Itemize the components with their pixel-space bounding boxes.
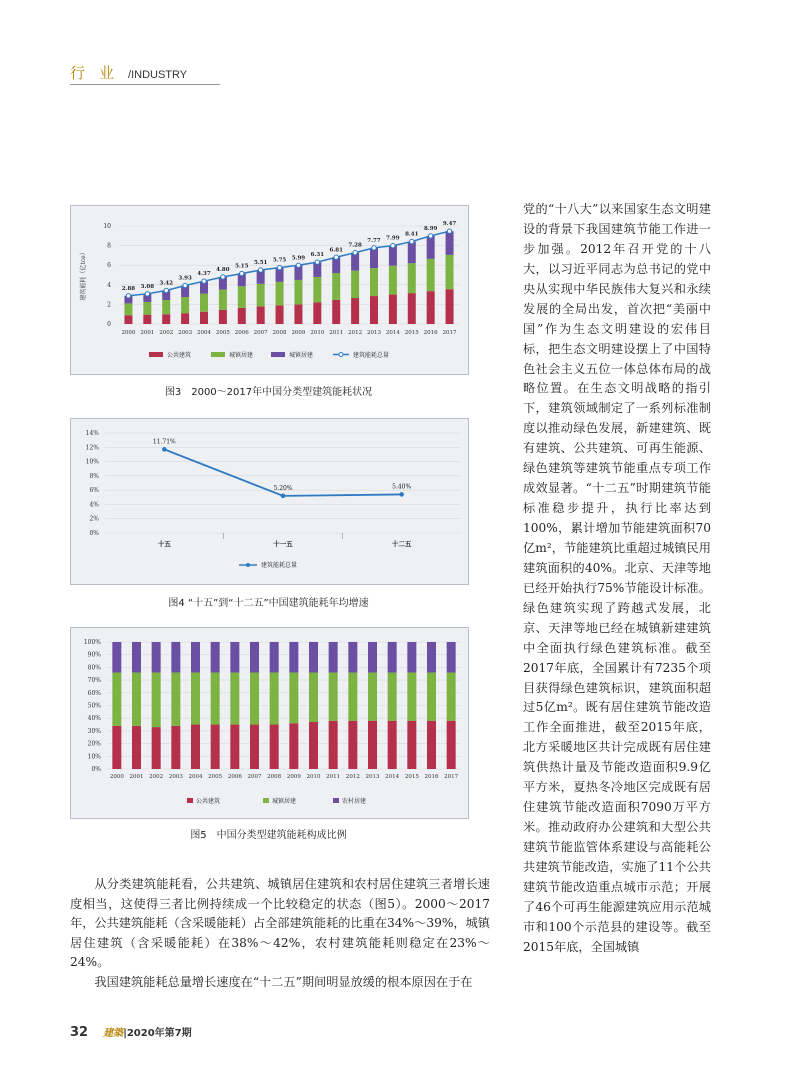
total-point	[410, 239, 414, 243]
bar-城镇居建	[238, 286, 246, 308]
bar-农村居建	[171, 642, 180, 672]
bar-城镇居建	[211, 672, 220, 724]
bar-公共建筑	[276, 305, 284, 324]
total-point	[202, 279, 206, 283]
bar-农村居建	[191, 642, 200, 672]
magazine-issue	[103, 1028, 191, 1039]
legend-label: 城镇居建	[272, 798, 297, 805]
legend-swatch	[333, 798, 339, 803]
bar-公共建筑	[388, 721, 397, 769]
total-data-label: 8.41	[405, 231, 419, 238]
bar-城镇居建	[388, 672, 397, 720]
total-data-label: 9.47	[442, 221, 457, 228]
x-tick-label: 2008	[267, 774, 282, 780]
bar-农村居建	[446, 231, 454, 255]
figure-5-panel	[70, 627, 469, 819]
y-tick-label: 50%	[87, 702, 101, 710]
total-point	[126, 294, 130, 298]
total-point	[240, 271, 244, 275]
bar-城镇居建	[257, 284, 265, 307]
legend-swatch	[149, 352, 163, 357]
total-point	[372, 246, 376, 250]
bar-城镇居建	[351, 271, 359, 298]
y-tick-label: 0%	[89, 530, 99, 537]
x-tick-label: 2008	[272, 330, 287, 336]
x-tick-label: 2017	[442, 330, 457, 336]
total-point	[258, 268, 262, 272]
page-footer	[70, 1021, 192, 1040]
bar-城镇居建	[181, 297, 189, 313]
total-data-label: 2.88	[121, 285, 136, 292]
section-title-cn: 行业	[70, 64, 129, 82]
growth-point	[162, 447, 167, 452]
bar-城镇居建	[112, 672, 121, 725]
legend-label: 公共建筑	[196, 798, 221, 805]
x-tick-label: 2002	[159, 330, 174, 336]
bar-公共建筑	[250, 725, 259, 769]
bar-城镇居建	[313, 277, 321, 302]
legend-swatch	[211, 352, 225, 357]
legend-marker	[339, 353, 343, 357]
bottom-text	[70, 875, 490, 992]
bar-公共建筑	[309, 722, 318, 769]
x-tick-label: 2012	[345, 774, 360, 780]
bar-农村居建	[250, 642, 259, 672]
figure-5-caption: 图5 中国分类型建筑能耗构成比例	[190, 830, 347, 841]
total-point	[277, 265, 281, 269]
bar-城镇居建	[447, 672, 456, 720]
total-data-label: 4.80	[216, 266, 230, 273]
bar-城镇居建	[427, 672, 436, 720]
y-axis-label: 建筑能耗（亿tce）	[80, 249, 87, 301]
bar-城镇居建	[219, 290, 227, 310]
bar-公共建筑	[112, 726, 121, 769]
section-separator: /	[128, 69, 132, 81]
x-tick-label: 十一五	[273, 540, 293, 548]
bar-城镇居建	[191, 672, 200, 724]
legend-label: 公共建筑	[167, 352, 192, 359]
total-point	[164, 288, 168, 292]
y-tick-label: 6	[107, 262, 111, 270]
bar-公共建筑	[332, 300, 340, 324]
bar-农村居建	[329, 642, 338, 672]
bar-公共建筑	[408, 293, 416, 324]
x-tick-label: 2004	[188, 774, 203, 780]
bar-农村居建	[368, 642, 377, 672]
bar-城镇居建	[270, 672, 279, 724]
bar-公共建筑	[270, 725, 279, 769]
bar-公共建筑	[427, 291, 435, 324]
bar-公共建筑	[289, 723, 298, 769]
total-point	[315, 260, 319, 264]
x-tick-label: 2001	[140, 330, 155, 336]
header-rule	[70, 84, 220, 85]
y-tick-label: 4%	[89, 501, 99, 509]
bottom-paragraph-2: 我国建筑能耗总量增长速度在“十二五”期间明显放缓的根本原因在于在	[94, 974, 473, 989]
x-tick-label: 2005	[208, 774, 223, 780]
bar-城镇居建	[230, 672, 239, 724]
x-tick-label: 十二五	[391, 540, 412, 548]
bar-农村居建	[152, 642, 161, 672]
y-tick-label: 40%	[87, 715, 101, 723]
x-tick-label: 2007	[247, 774, 262, 780]
y-tick-label: 6%	[89, 487, 99, 495]
x-tick-label: 2003	[168, 774, 183, 780]
bar-公共建筑	[446, 289, 454, 324]
bar-公共建筑	[447, 721, 456, 769]
x-tick-label: 2001	[129, 774, 144, 780]
x-tick-label: 2007	[253, 330, 268, 336]
bottom-paragraph-1: 从分类建筑能耗看，公共建筑、城镇居住建筑和农村居住建筑三者增长速度相当，这使得三者比例持续成一个比较稳定的状态（图5）。2000～2017年，公共建筑能耗（含采暖能耗）占全部建筑能耗的比重在34%～39%，城镇居住建筑（含采暖能耗）在38%～42%，农村建筑能耗则稳定在23%～24%。	[70, 877, 490, 969]
x-tick-label: 2011	[326, 774, 341, 780]
y-tick-label: 12%	[85, 444, 99, 452]
x-tick-label: 2015	[404, 774, 419, 780]
bar-城镇居建	[427, 259, 435, 291]
bar-农村居建	[408, 242, 416, 264]
total-data-label: 3.08	[140, 283, 155, 290]
bar-公共建筑	[238, 308, 246, 324]
y-tick-label: 14%	[85, 430, 99, 437]
total-point	[221, 275, 225, 279]
bar-城镇居建	[171, 672, 180, 725]
y-tick-label: 10%	[87, 753, 101, 761]
x-tick-label: 十五	[157, 540, 171, 548]
total-point	[183, 283, 187, 287]
bar-城镇居建	[407, 672, 416, 720]
legend-label: 城镇居建	[289, 352, 314, 359]
bar-公共建筑	[211, 725, 220, 769]
bar-公共建筑	[132, 726, 141, 769]
y-tick-label: 100%	[83, 639, 101, 646]
magazine-name: 建築	[103, 1028, 124, 1039]
legend-marker	[246, 563, 250, 567]
bar-农村居建	[211, 642, 220, 672]
total-point	[353, 250, 357, 254]
legend-label: 城镇居建	[229, 352, 254, 359]
bar-公共建筑	[171, 726, 180, 769]
bar-公共建筑	[368, 721, 377, 769]
x-tick-label: 2003	[178, 330, 193, 336]
bar-公共建筑	[427, 721, 436, 769]
bar-农村居建	[289, 642, 298, 672]
legend-label: 农村居建	[342, 798, 367, 805]
x-tick-label: 2010	[306, 774, 321, 780]
y-tick-label: 0	[107, 321, 111, 328]
y-tick-label: 4	[107, 281, 111, 289]
bar-公共建筑	[257, 306, 265, 324]
bar-城镇居建	[200, 294, 208, 312]
bar-城镇居建	[408, 263, 416, 293]
legend-swatch	[187, 798, 193, 803]
bar-城镇居建	[332, 273, 340, 300]
bar-城镇居建	[276, 282, 284, 306]
y-tick-label: 90%	[87, 651, 101, 659]
x-tick-label: 2004	[197, 330, 211, 336]
total-point	[391, 243, 395, 247]
x-tick-label: 2016	[424, 774, 439, 780]
total-data-label: 5.75	[272, 257, 287, 264]
right-column-paragraph: 党的“十八大”以来国家生态文明建设的背景下我国建筑节能工作进一步加强。2012年召开党的十八大，以习近平同志为总书记的党中央从实现中华民族伟大复兴和永续发展的全局出发，首次把“美丽中国”作为生态文明建设的宏伟目标，把生态文明建设摆上了中国特色社会主义五位一体总体布局的战略位置。在生态文明战略的指引下，建筑领域制定了一系列标准制度以推动绿色发展，新建建筑、既有建筑、公共建筑、可再生能源、绿色建筑等建筑节能重点专项工作成效显著。“十二五”时期建筑节能标准稳步提升，执行比率达到100%，累计增加节能建筑面积70亿m²，节能建筑比重超过城镇民用建筑面积的40%。北京、天津等地已经开始执行75%节能设计标准。绿色建筑实现了跨越式发展，北京、天津等地已经在城镇新建建筑中全面执行绿色建筑标准。截至2017年底，全国累计有7235个项目获得绿色建筑标识，建筑面积超过5亿m²。既有居住建筑节能改造工作全面推进，截至2015年底，北方采暖地区共计完成既有居住建筑供热计量及节能改造面积9.9亿平方米，夏热冬冷地区完成既有居住建筑节能改造面积7090万平方米。推动政府办公建筑和大型公共建筑节能监管体系建设与高能耗公共建筑节能改造，实施了11个公共建筑节能改造重点城市示范；开展了46个可再生能源建筑应用示范城市和100个示范县的建设等。截至2015年底，全国城镇	[523, 202, 711, 954]
bar-公共建筑	[162, 314, 170, 324]
y-tick-label: 80%	[87, 664, 101, 672]
bar-农村居建	[447, 642, 456, 672]
x-tick-label: 2009	[291, 330, 306, 336]
x-tick-label: 2016	[423, 330, 438, 336]
bar-城镇居建	[152, 672, 161, 727]
total-point	[334, 255, 338, 259]
total-data-label: 4.37	[197, 271, 211, 278]
legend-swatch	[271, 352, 285, 357]
figure-3-caption: 图3 2000～2017年中国分类型建筑能耗状况	[164, 387, 373, 398]
growth-point	[399, 492, 404, 497]
growth-point	[281, 494, 286, 499]
bar-公共建筑	[152, 727, 161, 769]
y-tick-label: 10	[103, 223, 111, 230]
x-tick-label: 2015	[404, 330, 419, 336]
figure-3-panel	[70, 205, 469, 375]
total-data-label: 7.28	[348, 242, 362, 249]
total-line	[128, 231, 449, 296]
bar-城镇居建	[348, 672, 357, 720]
bar-公共建筑	[124, 315, 132, 324]
x-tick-label: 2011	[329, 330, 344, 336]
bar-城镇居建	[446, 255, 454, 289]
bar-公共建筑	[329, 721, 338, 769]
bar-农村居建	[370, 248, 378, 268]
bar-农村居建	[427, 642, 436, 672]
x-tick-label: 2014	[385, 774, 400, 780]
x-tick-label: 2010	[310, 330, 325, 336]
bar-公共建筑	[389, 295, 397, 324]
bar-城镇居建	[368, 672, 377, 720]
total-point	[447, 229, 451, 233]
x-tick-label: 2002	[149, 774, 164, 780]
figure-4-chart	[71, 419, 468, 584]
bar-农村居建	[309, 642, 318, 672]
x-tick-label: 2006	[227, 774, 242, 780]
figure-5-chart	[71, 628, 468, 818]
growth-data-label: 5.20%	[273, 484, 293, 492]
bar-公共建筑	[294, 304, 302, 324]
bar-公共建筑	[230, 725, 239, 769]
bar-公共建筑	[313, 302, 321, 324]
x-tick-label: 2014	[385, 330, 400, 336]
bar-城镇居建	[309, 672, 318, 722]
legend-label: 建筑能耗总量	[353, 352, 390, 359]
y-tick-label: 10%	[85, 458, 99, 466]
section-header	[70, 62, 220, 84]
y-tick-label: 30%	[87, 727, 101, 735]
bar-城镇居建	[329, 672, 338, 720]
bar-城镇居建	[370, 268, 378, 296]
bar-城镇居建	[132, 672, 141, 725]
growth-data-label: 11.71%	[152, 438, 176, 446]
total-point	[296, 263, 300, 267]
x-tick-label: 2013	[367, 330, 381, 336]
x-tick-label: 2006	[234, 330, 249, 336]
figure-4-caption: 图4 “十五”到“十二五”中国建筑能耗年均增速	[168, 598, 369, 609]
bar-农村居建	[348, 642, 357, 672]
x-tick-label: 2005	[215, 330, 230, 336]
y-tick-label: 60%	[87, 689, 101, 697]
bar-公共建筑	[181, 313, 189, 324]
y-tick-label: 70%	[87, 677, 101, 685]
growth-data-label: 5.40%	[392, 483, 412, 491]
bar-公共建筑	[407, 721, 416, 769]
right-column-text	[523, 200, 711, 958]
bar-农村居建	[230, 642, 239, 672]
bar-农村居建	[427, 236, 435, 259]
x-tick-label: 2012	[348, 330, 363, 336]
figure-4-panel	[70, 418, 469, 585]
total-data-label: 6.31	[310, 252, 325, 259]
bar-公共建筑	[370, 296, 378, 324]
bar-公共建筑	[191, 725, 200, 769]
total-data-label: 6.81	[329, 247, 343, 254]
bar-农村居建	[270, 642, 279, 672]
figure-3-chart	[71, 206, 468, 374]
bar-城镇居建	[124, 303, 132, 315]
bar-公共建筑	[200, 312, 208, 324]
bar-公共建筑	[219, 310, 227, 324]
bar-农村居建	[407, 642, 416, 672]
bar-城镇居建	[289, 672, 298, 723]
bar-城镇居建	[250, 672, 259, 724]
bar-农村居建	[112, 642, 121, 672]
y-tick-label: 2%	[89, 515, 99, 523]
legend-swatch	[263, 798, 269, 803]
total-data-label: 3.42	[159, 280, 173, 287]
page-number: 32	[70, 1025, 89, 1040]
x-tick-label: 2000	[121, 330, 136, 336]
bar-公共建筑	[348, 721, 357, 769]
y-tick-label: 8	[107, 242, 111, 250]
total-point	[145, 292, 149, 296]
bar-农村居建	[389, 246, 397, 266]
total-data-label: 5.51	[253, 260, 268, 267]
bar-农村居建	[132, 642, 141, 672]
bar-公共建筑	[143, 315, 151, 324]
bar-城镇居建	[294, 280, 302, 305]
total-data-label: 7.77	[367, 237, 381, 244]
total-data-label: 5.99	[291, 255, 306, 262]
x-tick-label: 2000	[109, 774, 124, 780]
x-tick-label: 2013	[365, 774, 380, 780]
bar-城镇居建	[389, 266, 397, 295]
y-tick-label: 8%	[89, 472, 99, 480]
y-tick-label: 20%	[87, 740, 101, 748]
bar-城镇居建	[162, 300, 170, 314]
total-point	[428, 234, 432, 238]
total-data-label: 5.15	[235, 263, 249, 270]
x-tick-label: 2017	[444, 774, 459, 780]
y-tick-label: 0%	[91, 766, 101, 773]
y-tick-label: 2	[107, 301, 111, 309]
section-title-en: INDUSTRY	[131, 69, 188, 81]
issue-label: |2020年第7期	[123, 1028, 192, 1039]
bar-农村居建	[388, 642, 397, 672]
total-data-label: 8.99	[423, 225, 438, 232]
bar-公共建筑	[351, 298, 359, 324]
total-data-label: 3.93	[178, 275, 192, 282]
total-data-label: 7.99	[386, 235, 400, 242]
legend-label: 建筑能耗总量	[261, 562, 298, 569]
x-tick-label: 2009	[286, 774, 301, 780]
bar-城镇居建	[143, 302, 151, 315]
